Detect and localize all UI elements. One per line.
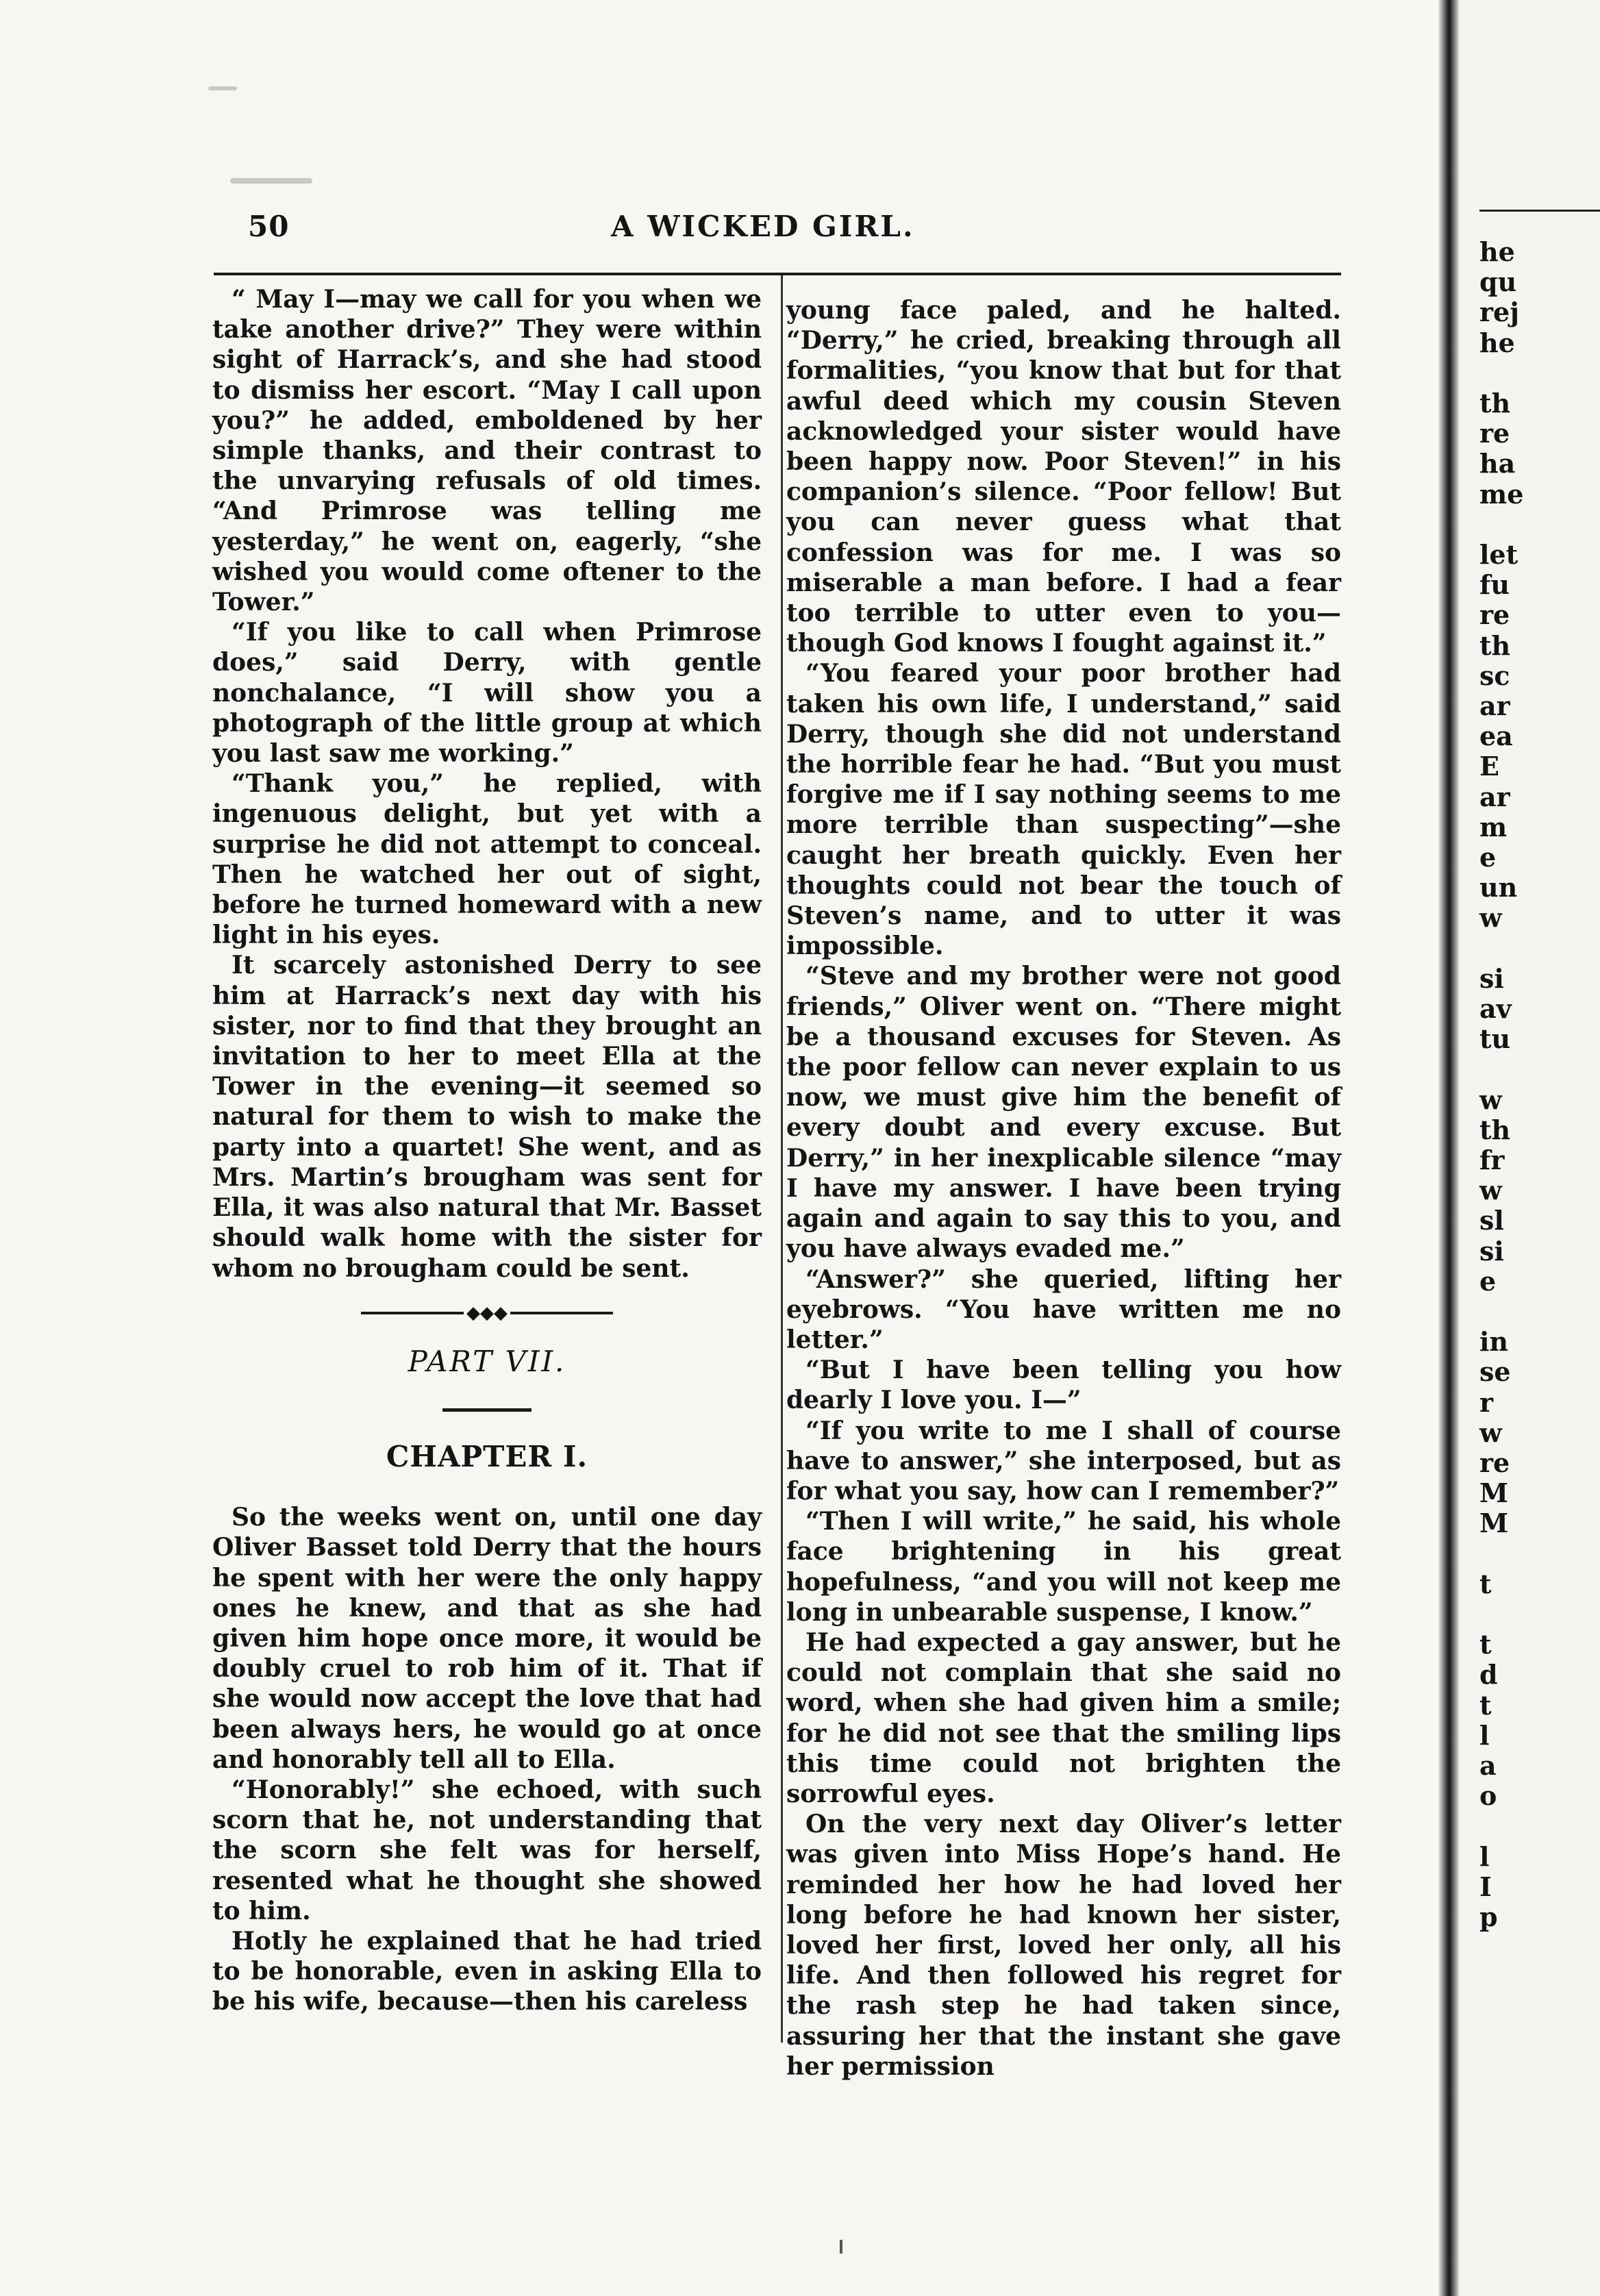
paragraph: “If you write to me I shall of course have to answer,” she interposed, but as for what you say, how can I remember?”	[786, 1416, 1341, 1506]
adjacent-page-fragment: t	[1479, 1629, 1492, 1660]
paragraph: “But I have been telling you how dearly I love you. I—”	[786, 1356, 1341, 1415]
adjacent-page-fragment: sl	[1479, 1205, 1504, 1236]
adjacent-page-fragment: me	[1479, 478, 1524, 510]
book-gutter	[1438, 0, 1459, 2296]
adjacent-page-fragment: e	[1479, 1265, 1497, 1297]
adjacent-page-fragment: l	[1479, 1719, 1490, 1751]
adjacent-page-fragment: a	[1479, 1750, 1497, 1781]
adjacent-page-fragment: sc	[1479, 660, 1510, 691]
paragraph: He had expected a gay answer, but he could not complain that she said no word, when she had given him a smile; for he did not see that the smiling lips this time could not brighten the sorrowful eyes.	[786, 1627, 1341, 1808]
adjacent-page-fragment: fr	[1479, 1145, 1505, 1175]
adjacent-page-fragment: he	[1479, 327, 1515, 358]
adjacent-page-fragment: M	[1479, 1477, 1509, 1509]
adjacent-page-fragment: re	[1479, 418, 1510, 449]
ornament-diamond: ◆◆◆	[466, 1302, 508, 1323]
adjacent-page-fragment: r	[1479, 1386, 1494, 1418]
part-title: PART VII.	[408, 1344, 566, 1378]
paragraph: “Thank you,” he replied, with ingenuous delight, but yet with a surprise he did not attempt to conceal. Then he watched her out of sight, before he turned homeward with a new light in his eyes.	[212, 769, 762, 950]
paragraph: Hotly he explained that he had tried to be honorable, even in asking Ella to be his wife, because—then his careless	[212, 1926, 762, 2017]
paragraph: It scarcely astonished Derry to see him at Harrack’s next day with his sister, nor to find that they brought an invitation to her to meet Ella at the Tower in the evening—it seemed so natural for them to wish to make the party into a quartet! She went, and as Mrs. Martin’s brougham was sent for Ella, it was also natural that Mr. Basset should walk home with the sister for whom no brougham could be sent.	[212, 951, 762, 1283]
adjacent-page-fragment: ha	[1479, 448, 1516, 479]
paragraph: young face paled, and he halted. “Derry,” he cried, breaking through all formalities, “you know that but for that awful deed which my cousin Steven acknowledged your sister would have been happy now. Poor Steven!” in his companion’s silence. “Poor fellow! But you can never guess what that confession was for me. I was so miserable a man before. I had a fear too terrible to utter even to you—though God knows I fought against it.”	[786, 296, 1341, 658]
adjacent-page-fragment: av	[1479, 993, 1512, 1024]
chapter-title: CHAPTER I.	[386, 1439, 588, 1473]
adjacent-page-fragment: E	[1479, 751, 1499, 782]
adjacent-page-rule	[1479, 210, 1600, 212]
adjacent-page-fragment: si	[1479, 1235, 1504, 1266]
adjacent-page-fragment: ar	[1479, 781, 1510, 812]
right-column	[786, 295, 1341, 2082]
adjacent-page-fragment: t	[1479, 1689, 1492, 1721]
adjacent-page-fragment: d	[1479, 1659, 1498, 1690]
left-column	[212, 284, 762, 2017]
adjacent-page-fragment: fu	[1479, 569, 1510, 601]
paragraph: “You feared your poor brother had taken his own life, I understand,” said Derry, though she did not understand the horrible fear he had. “But you must forgive me if I say nothing seems to me more terrible than suspecting”—she caught her breath quickly. Even her thoughts could not bear the touch of Steven’s name, and to utter it was impossible.	[786, 659, 1341, 961]
adjacent-page-fragment: un	[1479, 872, 1518, 903]
adjacent-page-fragment: re	[1479, 599, 1510, 631]
adjacent-page-fragment: rej	[1479, 297, 1519, 328]
adjacent-page-fragment: w	[1479, 1084, 1502, 1115]
part-rule	[442, 1408, 532, 1412]
paragraph: “If you like to call when Primrose does,” said Derry, with gentle nonchalance, “I will show you a photograph of the little group at which you last saw me working.”	[212, 618, 762, 769]
running-title: A WICKED GIRL.	[611, 210, 915, 243]
adjacent-page-fragment: let	[1479, 539, 1518, 570]
paragraph: “Answer?” she queried, lifting her eyebrows. “You have written me no letter.”	[786, 1264, 1341, 1354]
adjacent-page-fragment: M	[1479, 1508, 1509, 1539]
adjacent-page-fragment: w	[1479, 902, 1502, 934]
paragraph: “Honorably!” she echoed, with such scorn that he, not understanding that the scorn she felt was for herself, resented what he thought she showed to him.	[212, 1775, 762, 1925]
column-divider	[781, 275, 783, 2043]
adjacent-page-fragment: w	[1479, 1417, 1502, 1448]
ornament-line	[361, 1312, 464, 1314]
adjacent-page-fragment: se	[1479, 1356, 1511, 1388]
adjacent-page-fragment: tu	[1479, 1023, 1511, 1055]
print-mark	[840, 2240, 842, 2254]
adjacent-page-fragment: he	[1479, 236, 1515, 267]
adjacent-page-fragment: t	[1479, 1568, 1492, 1599]
adjacent-page-fragment: th	[1479, 388, 1511, 419]
adjacent-page-fragment: m	[1479, 811, 1508, 843]
adjacent-page-fragment: w	[1479, 1175, 1502, 1206]
adjacent-page-fragment: th	[1479, 629, 1511, 661]
adjacent-page-fragment: p	[1479, 1901, 1498, 1932]
adjacent-page-fragment: o	[1479, 1780, 1497, 1812]
adjacent-page-fragment: I	[1479, 1871, 1492, 1902]
paragraph: “Steve and my brother were not good friends,” Oliver went on. “There might be a thousand excuses for Steven. As the poor fellow can never explain to us now, we must give him the benefit of every doubt and every excuse. But Derry,” in her inexplicable silence “may I have my answer. I have been trying again and again to say this to you, and you have always evaded me.”	[786, 962, 1341, 1264]
paragraph: On the very next day Oliver’s letter was given into Miss Hope’s hand. He reminded her how he had loved her long before he had known her sister, loved her first, loved her only, all his life. And then followed his regret for the rash step he had taken since, assuring her that the instant she gave her permission	[786, 1810, 1341, 2081]
paragraph: “ May I—may we call for you when we take another drive?” They were within sight of Harrack’s, and she had stood to dismiss her escort. “May I call upon you?” he added, emboldened by her simple thanks, and their contrast to the unvarying refusals of old times. “And Primrose was telling me yesterday,” he went on, eagerly, “she wished you would come oftener to the Tower.”	[212, 285, 762, 617]
paragraph: “Then I will write,” he said, his whole face brightening in his great hopefulness, “and you will not keep me long in unbearable suspense, I know.”	[786, 1507, 1341, 1627]
adjacent-page-fragment: th	[1479, 1114, 1511, 1145]
print-smudge	[208, 86, 237, 90]
header-rule	[214, 273, 1341, 275]
section-ornament	[212, 1296, 762, 1330]
adjacent-page-fragment: l	[1479, 1840, 1490, 1872]
adjacent-page-fragment: si	[1479, 962, 1504, 994]
page-number: 50	[248, 210, 290, 243]
adjacent-page-fragment: qu	[1479, 266, 1517, 298]
adjacent-page-fragment: ar	[1479, 690, 1510, 721]
adjacent-page-fragment: e	[1479, 842, 1497, 873]
print-smudge	[230, 178, 312, 184]
ornament-line	[510, 1312, 613, 1314]
adjacent-page-fragment: ea	[1479, 721, 1513, 752]
adjacent-page-fragment: re	[1479, 1447, 1510, 1478]
adjacent-page-fragment: in	[1479, 1326, 1509, 1358]
paragraph: So the weeks went on, until one day Oliver Basset told Derry that the hours he spent with her were the only happy ones he knew, and that as she had given him hope once more, it would be doubly cruel to rob him of it. That if she would now accept the love that had been always hers, he would go at once and honorably tell all to Ella.	[212, 1503, 762, 1774]
